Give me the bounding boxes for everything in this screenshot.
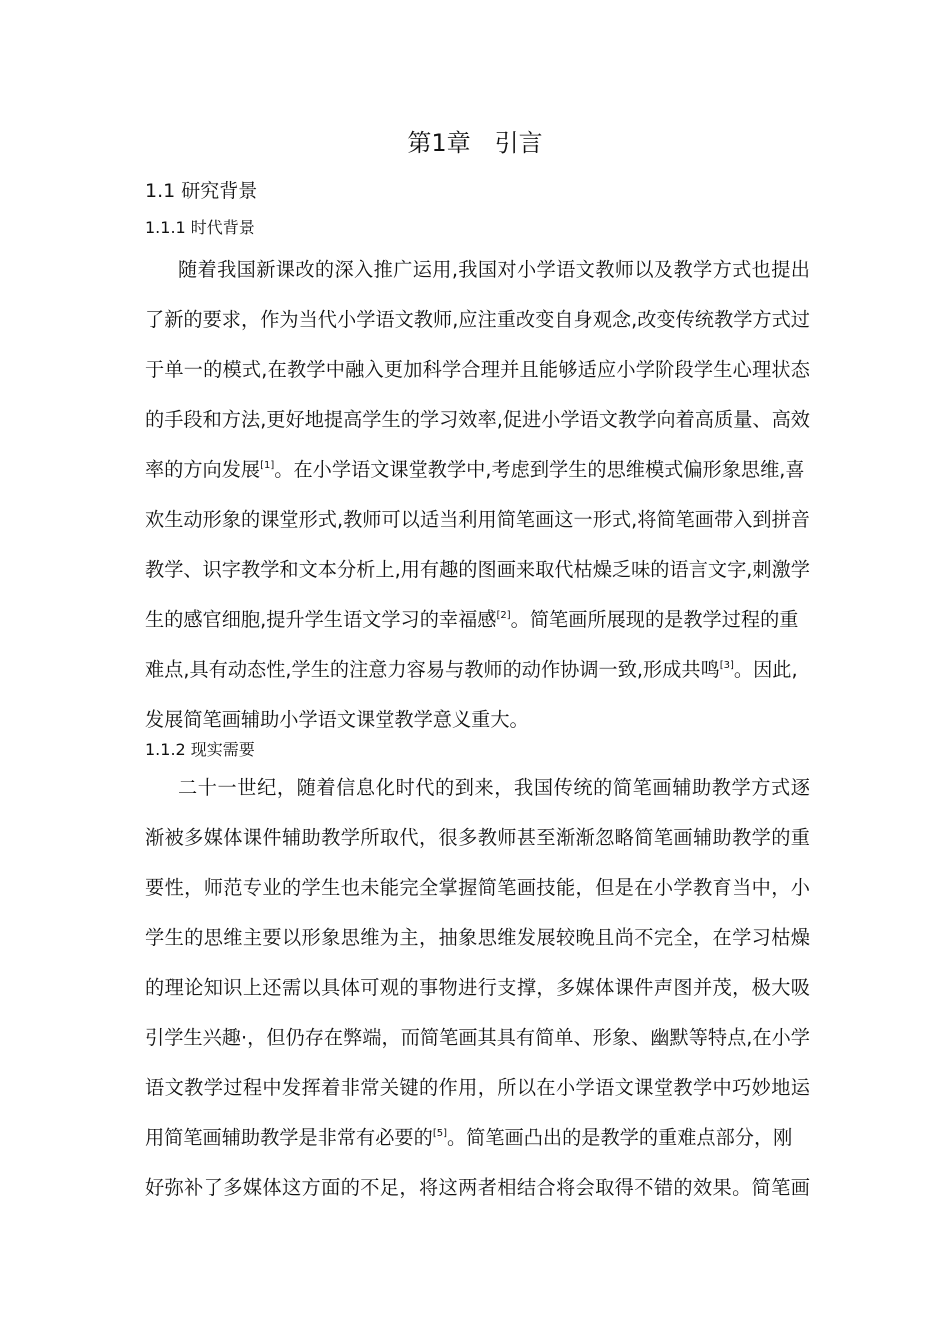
paragraph-line: 学生的思维主要以形象思维为主，抽象思维发展较晚且尚不完全，在学习枯燥: [145, 926, 810, 949]
text-segment: 难点,具有动态性,学生的注意力容易与教师的动作协调一致,形成共鸣: [145, 658, 720, 681]
text-segment: 生的感官细胞,提升学生语文学习的幸福感: [145, 608, 497, 631]
paragraph-line: 发展简笔画辅助小学语文课堂教学意义重大。: [145, 708, 529, 731]
citation-ref: [3]: [719, 660, 734, 671]
paragraph-era-background: [145, 245, 810, 745]
paragraph-line: 语文教学过程中发挥着非常关键的作用，所以在小学语文课堂教学中巧妙地运: [145, 1076, 810, 1099]
section-heading-1-1-2: 1.1.2 现实需要: [145, 740, 255, 759]
text-segment: 。简笔画凸出的是教学的重难点部分，刚: [446, 1126, 793, 1149]
citation-ref: [5]: [432, 1128, 447, 1139]
text-segment: 。简笔画所展现的是教学过程的重: [510, 608, 799, 631]
paragraph-line: 于单一的模式,在教学中融入更加科学合理并且能够适应小学阶段学生心理状态: [145, 358, 810, 381]
section-heading-1-1-1: 1.1.1 时代背景: [145, 218, 255, 237]
text-segment: 率的方向发展: [145, 458, 261, 481]
paragraph-line: 渐被多媒体课件辅助教学所取代，很多教师甚至渐渐忽略简笔画辅助教学的重: [145, 826, 810, 849]
paragraph-line: 二十一世纪，随着信息化时代的到来，我国传统的简笔画辅助教学方式逐: [178, 776, 810, 799]
text-segment: 用简笔画辅助教学是非常有必要的: [145, 1126, 433, 1149]
text-segment: 。在小学语文课堂教学中,考虑到学生的思维模式偏形象思维,喜: [274, 458, 805, 481]
paragraph-line: [145, 595, 810, 645]
paragraph-line: 教学、识字教学和文本分析上,用有趣的图画来取代枯燥乏味的语言文字,刺激学: [145, 558, 810, 581]
citation-ref: [2]: [496, 610, 511, 621]
paragraph-line: 随着我国新课改的深入推广运用,我国对小学语文教师以及教学方式也提出: [178, 258, 810, 281]
paragraph-practical-need: [145, 763, 810, 1213]
paragraph-line: [145, 645, 810, 695]
paragraph-line: 了新的要求，作为当代小学语文教师,应注重改变自身观念,改变传统教学方式过: [145, 308, 810, 331]
paragraph-line: 的手段和方法,更好地提高学生的学习效率,促进小学语文教学向着高质量、高效: [145, 408, 810, 431]
text-segment: 。因此,: [733, 658, 798, 681]
section-heading-1-1: 1.1 研究背景: [145, 180, 258, 202]
paragraph-line: [145, 1113, 810, 1163]
paragraph-line: [145, 445, 810, 495]
paragraph-line: 欢生动形象的课堂形式,教师可以适当利用简笔画这一形式,将简笔画带入到拼音: [145, 508, 810, 531]
paragraph-line: 要性，师范专业的学生也未能完全掌握简笔画技能，但是在小学教育当中，小: [145, 876, 810, 899]
citation-ref: [1]: [260, 460, 275, 471]
paragraph-line: 引学生兴趣·，但仍存在弊端，而简笔画其具有简单、形象、幽默等特点,在小学: [145, 1026, 810, 1049]
paragraph-line: 好弥补了多媒体这方面的不足，将这两者相结合将会取得不错的效果。简笔画: [145, 1176, 810, 1199]
chapter-title: 第1章 引言: [407, 129, 543, 157]
paragraph-line: 的理论知识上还需以具体可观的事物进行支撑，多媒体课件声图并茂，极大吸: [145, 976, 810, 999]
